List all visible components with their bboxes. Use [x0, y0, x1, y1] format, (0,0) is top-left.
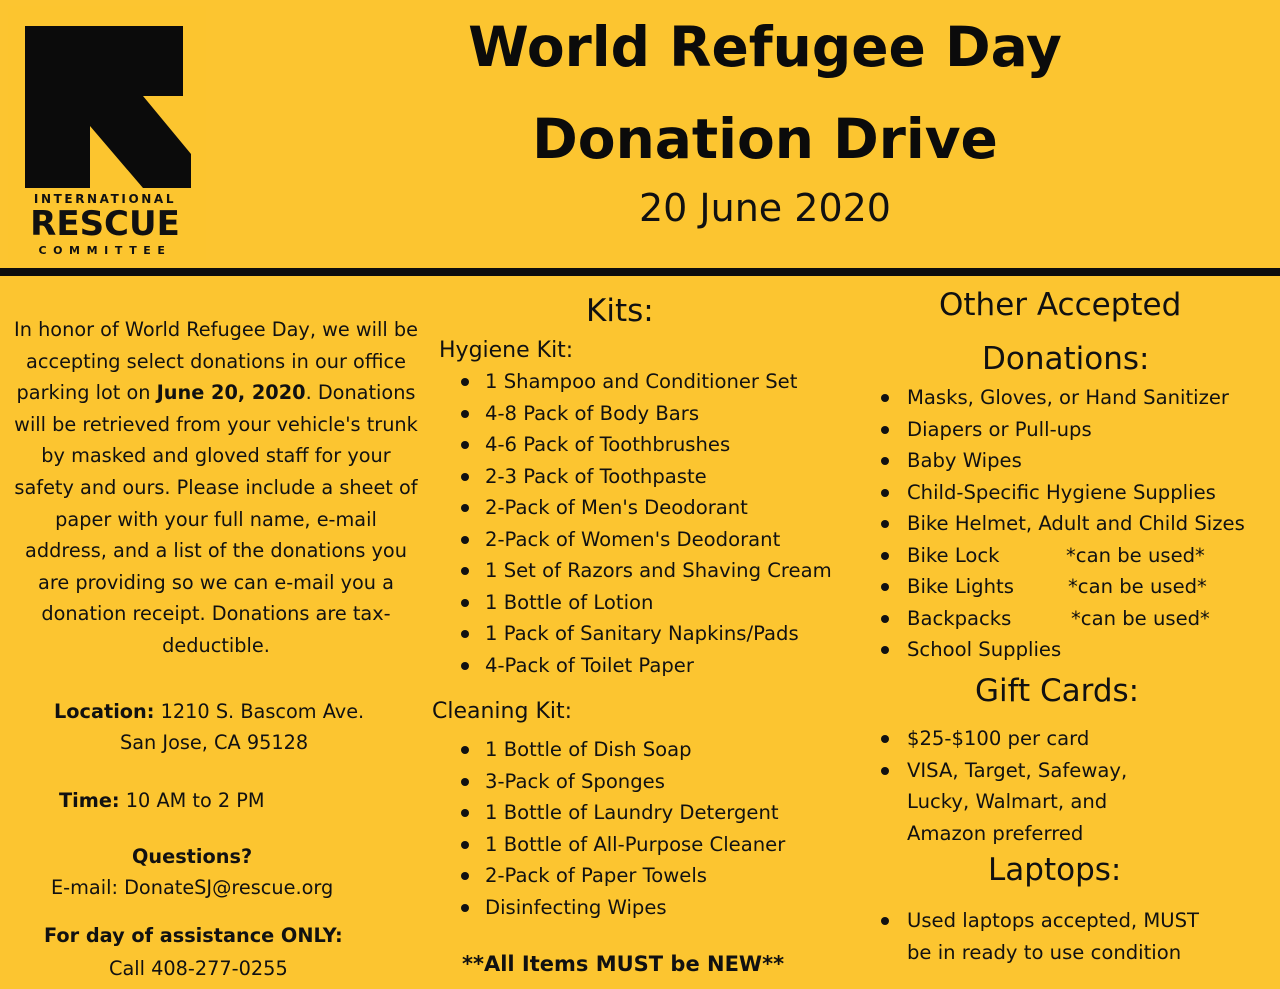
list-item: Baby Wipes [877, 445, 1245, 477]
irc-logo [8, 6, 206, 262]
laptops-list [877, 905, 1199, 968]
list-item: Bike Helmet, Adult and Child Sizes [877, 508, 1245, 540]
cleaning-kit-list [457, 734, 785, 923]
list-item: 1 Bottle of Lotion [457, 587, 832, 619]
logo-line-committee: COMMITTEE [38, 244, 172, 257]
questions-email: E-mail: DonateSJ@rescue.org [51, 876, 334, 899]
list-item: 1 Pack of Sanitary Napkins/Pads [457, 618, 832, 650]
intro-paragraph [14, 314, 418, 662]
backpacks-used-tag: *can be used* [1071, 607, 1210, 630]
gift-cards-brands-line2: Lucky, Walmart, and [907, 790, 1108, 813]
cleaning-kit-label: Cleaning Kit: [432, 699, 573, 724]
laptops-line2: be in ready to use condition [907, 940, 1182, 964]
logo-line-rescue: RESCUE [30, 204, 180, 244]
list-item: 1 Set of Razors and Shaving Cream [457, 555, 832, 587]
questions-label [132, 841, 252, 873]
list-item: Bike Lights [877, 571, 1245, 603]
other-donations-heading-line2: Donations: [982, 341, 1150, 377]
location-address1: 1210 S. Bascom Ave. [160, 700, 365, 723]
list-item: 2-3 Pack of Toothpaste [457, 461, 832, 493]
list-item [877, 755, 1127, 787]
list-item: 2-Pack of Men's Deodorant [457, 492, 832, 524]
intro-text-before: In honor of World Refugee Day, we will be accepting select donations in our office parking lot on [14, 318, 418, 405]
gift-cards-brands-line1: VISA, Target, Safeway, [907, 758, 1128, 782]
assistance-label [44, 920, 343, 952]
new-items-note: **All Items MUST be NEW** [462, 952, 785, 976]
list-item: Bike Lock [877, 540, 1245, 572]
location-line1 [54, 696, 364, 728]
assistance-label-text: For day of assistance ONLY: [44, 924, 343, 947]
list-item: 2-Pack of Paper Towels [457, 860, 785, 892]
list-item: Masks, Gloves, or Hand Sanitizer [877, 382, 1245, 414]
hygiene-kit-label: Hygiene Kit: [439, 338, 574, 363]
time-label: Time: [59, 789, 120, 812]
gift-cards-heading: Gift Cards: [975, 673, 1140, 709]
list-item: 2-Pack of Women's Deodorant [457, 524, 832, 556]
list-item: Child-Specific Hygiene Supplies [877, 477, 1245, 509]
gift-cards-brands-line3: Amazon preferred [907, 821, 1084, 845]
intro-bold-date: June 20, 2020 [156, 381, 306, 405]
list-item: School Supplies [877, 634, 1245, 666]
bike-lights-used-tag: *can be used* [1068, 575, 1207, 598]
time-value: 10 AM to 2 PM [125, 789, 265, 812]
intro-text-after: . Donations will be retrieved from your vehicle's trunk by masked and gloved staff for your safety and ours. Please include a sheet of paper with your full name, e-mail address, and a list of the donations you are providing so we can e-mail you a donation receipt. Donations are tax-deductible. [14, 381, 418, 657]
list-item: 1 Bottle of Laundry Detergent [457, 797, 785, 829]
list-item: $25-$100 per card [877, 723, 1127, 755]
list-item: 1 Shampoo and Conditioner Set [457, 366, 832, 398]
gift-cards-list [877, 723, 1127, 849]
location-address2: San Jose, CA 95128 [120, 731, 309, 754]
list-item: Backpacks [877, 603, 1245, 635]
list-item: Diapers or Pull-ups [877, 414, 1245, 446]
list-item: Used laptops accepted, MUST [877, 905, 1199, 937]
laptops-heading: Laptops: [988, 852, 1122, 888]
assistance-phone: Call 408-277-0255 [109, 957, 288, 980]
list-item: 1 Bottle of Dish Soap [457, 734, 785, 766]
logo-line-international: INTERNATIONAL [33, 192, 177, 206]
hygiene-kit-list [457, 366, 832, 681]
arrow-up-left-icon [25, 26, 191, 188]
list-item: 3-Pack of Sponges [457, 766, 785, 798]
list-item: 4-Pack of Toilet Paper [457, 650, 832, 682]
page-title-line1: World Refugee Day [468, 15, 1062, 79]
bike-lock-used-tag: *can be used* [1066, 544, 1205, 567]
location-label: Location: [54, 700, 155, 723]
questions-label-text: Questions? [132, 845, 253, 868]
time-line [59, 785, 265, 817]
list-item: 4-6 Pack of Toothbrushes [457, 429, 832, 461]
list-item: 4-8 Pack of Body Bars [457, 398, 832, 430]
page-title-line2: Donation Drive [532, 107, 998, 171]
other-donations-heading-line1: Other Accepted [939, 287, 1182, 323]
list-item: Disinfecting Wipes [457, 892, 785, 924]
event-date: 20 June 2020 [639, 186, 891, 230]
list-item: 1 Bottle of All-Purpose Cleaner [457, 829, 785, 861]
header-divider [0, 268, 1280, 276]
kits-heading: Kits: [586, 293, 654, 329]
